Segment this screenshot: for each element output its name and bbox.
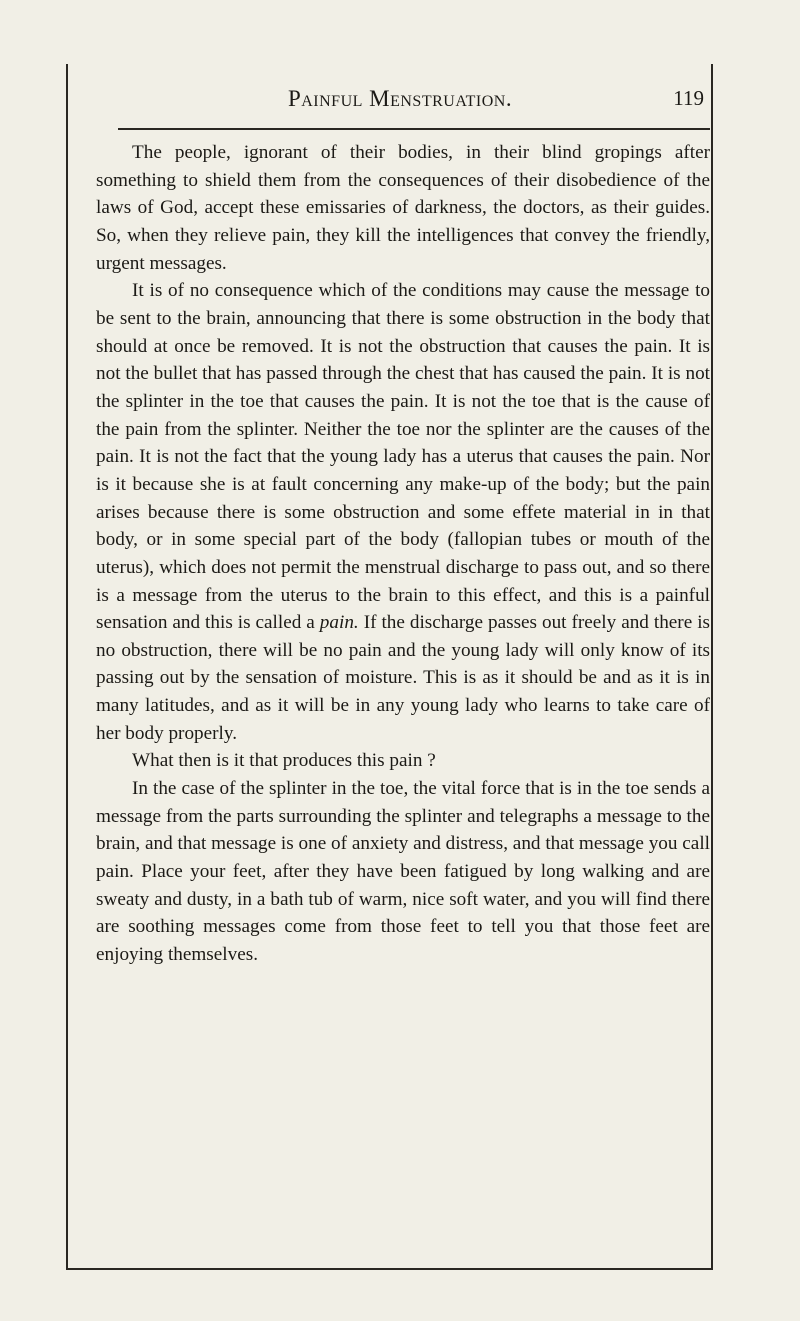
page-number: 119: [673, 86, 704, 110]
paragraph-2-text-before: It is of no consequence which of the conditions may cause the message to be sent to the brain, announcing that there is some obstruction in the body that should at once be removed. It is not the obstruction that causes the pain. It is not the bullet that has passed through the chest that has caused the pain. It is not the splinter in the toe that causes the pain. It is not the toe that is the cause of the pain from the splinter. Neither the toe nor the splinter are the causes of the pain. It is not the fact that the young lady has a uterus that causes the pain. Nor is it because she is at fault concerning any make-up of the body; but the pain arises because there is some obstruction and some effete material in in that body, or in some special part of the body (fallopian tubes or mouth of the uterus), which does not permit the menstrual discharge to pass out, and so there is a message from the uterus to the brain to this effect, and this is a painful sensation and this is called a: [96, 280, 710, 634]
paragraph-2: [96, 277, 710, 747]
header-rule: [118, 128, 710, 130]
running-title: Painful Menstruation.: [287, 86, 513, 111]
page-header: [96, 80, 704, 120]
paragraph-3: What then is it that produces this pain ?: [132, 750, 436, 772]
paragraph-1: The people, ignorant of their bodies, in their blind gropings after something to shield them from the consequences of their disobedience of the laws of God, accept these emissaries of darkness, the doctors, as their guides. So, when they relieve pain, they kill the intelligences that convey the friendly, urgent messages.: [96, 142, 710, 274]
paragraph-2-emphasis: pain.: [319, 612, 359, 634]
paragraph-4: In the case of the splinter in the toe, the vital force that is in the toe sends a message from the parts surrounding the splinter and telegraphs a message to the brain, and that message is one of anxiety and distress, and that message you call pain. Place your feet, after they have been fatigued by long walking and are sweaty and dusty, in a bath tub of warm, nice soft water, and you will find there are soothing messages come from those feet to tell you that those feet are enjoying themselves.: [96, 778, 710, 966]
paragraph-2-text-after: If the discharge passes out freely and there is no obstruction, there will be no pain and the young lady will only know of its passing out by the sensation of moisture. This is as it should be and as it is in many latitudes, and as it will be in any young lady who learns to take care of her body properly.: [96, 612, 710, 744]
body-text: [96, 139, 710, 969]
